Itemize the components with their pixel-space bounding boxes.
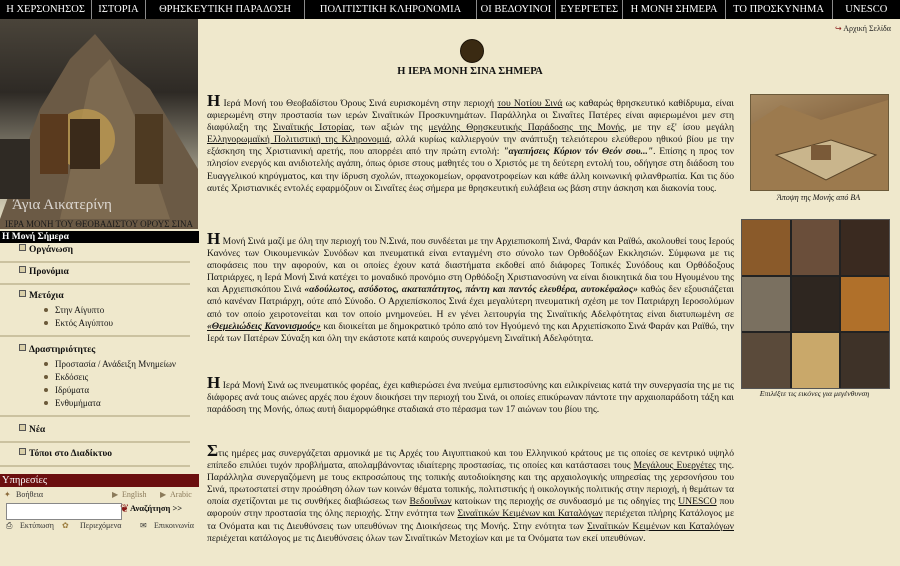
- search-icon[interactable]: ❦: [120, 503, 130, 515]
- photo-caption: Άποψη της Μονής από ΒΑ: [776, 193, 861, 202]
- submenu-item-label: Ιδρύματα: [55, 385, 90, 395]
- monastery-photo-art: [751, 95, 888, 190]
- menu-item-metochia[interactable]: [0, 290, 197, 302]
- menu-item-label: Δραστηριότητες: [29, 345, 96, 355]
- drop-cap: Η: [207, 229, 221, 248]
- bullet-icon: [44, 362, 48, 366]
- text: τις ημέρες μας συνεργάζεται αρμονικά με τις Αρχές του Αιγυπτιακού και του Ελληνικού κράτους με τις οποίες σε κεντρικό υψηλό επίπεδο επιλύει τυχόν προβλήματα, απολαμβάνοντας ιδιαίτερης προστασίας, τις οποίες και κατάστασει τους: [207, 448, 734, 472]
- submenu-item-label: Στην Αίγυπτο: [55, 305, 105, 315]
- link-south-sinai[interactable]: του Νοτίου Σινά: [497, 98, 563, 109]
- text: και διοικείται με δημοκρατικό τρόπο από τον Ηγούμενό της και Αρχιεπίσκοπο Σινά Φαράν και Ραϊθώ, την Ιερά των Πατέρων Σύναξη και όλη την εκάστοτε κατά καιρούς συνεργόμενη Σιναϊτική Αδελφότητα.: [207, 320, 735, 344]
- submenu-item-protection[interactable]: [0, 358, 197, 371]
- bullet-icon: [44, 321, 48, 325]
- banner-logo-text: Άγια Αικατερίνη: [12, 197, 112, 213]
- menu-item-label: Μετόχια: [29, 291, 64, 301]
- menu-item-label: Τόποι στο Διαδίκτυο: [29, 449, 113, 459]
- divider: [0, 415, 190, 417]
- menu-item-privileges[interactable]: [0, 266, 197, 278]
- bullet-icon: [19, 290, 26, 297]
- submenu-item-label: Εκτός Αιγύπτου: [55, 318, 113, 328]
- paragraph-3: [207, 373, 734, 416]
- help-link[interactable]: Βοήθεια: [16, 490, 44, 499]
- monastery-banner-image: [0, 19, 198, 229]
- menu-section: [0, 424, 197, 443]
- contact-icon[interactable]: ✉: [140, 521, 147, 530]
- bullet-icon: [19, 424, 26, 431]
- text: , αλλά κυρίως καλλιεργούν την ανάπτυξη τελειότερου ελεύθερου ηθικού βίου με την εξάσκηση της Χριστιανική αρετής, που απορρέει από την πρώτη εντολή:: [207, 134, 734, 158]
- text: περιέχεται κατάλογος με τις Διευθύνσεις όλων των Σιναϊτικών Μετοχίων και με τα Ονόματα των εκεί υπευθύνων.: [207, 532, 646, 544]
- drop-cap: Η: [207, 91, 221, 110]
- submenu-item-foundations[interactable]: [0, 384, 197, 397]
- divider: [0, 335, 190, 337]
- submenu-item-in-egypt[interactable]: [0, 304, 197, 317]
- bullet-icon: [44, 401, 48, 405]
- nav-item-peninsula[interactable]: Η ΧΕΡΣΟΝΗΣΟΣ: [0, 0, 92, 19]
- gallery-thumbnail[interactable]: [742, 277, 790, 332]
- drop-cap: Σ: [207, 441, 219, 460]
- emblem-icon: [460, 39, 484, 63]
- text: ως καθαρώς θρησκευτικό καθίδρυμα, είναι αφιερωμένη στην προστασία των ιερών Σιναϊτικών Προσκυνημάτων. Παράλληλα οι Σιναΐτες Πατέρες είναι αφιερωμένοι μεν στη διαφύλαξη της: [207, 98, 734, 134]
- gallery-thumbnail[interactable]: [841, 220, 889, 275]
- submenu-item-outside-egypt[interactable]: [0, 317, 197, 330]
- quote: «αδούλωτος, ασύδοτος, ακαταπάτητος, πάντη και παντός ελευθέρα, αυτοκέφαλος»: [304, 284, 638, 296]
- submenu-item-label: Προστασία / Ανάδειξη Μνημείων: [55, 359, 176, 369]
- gallery-thumbnail[interactable]: [742, 220, 790, 275]
- bullet-icon: [19, 266, 26, 273]
- menu-item-activities[interactable]: [0, 344, 197, 356]
- text: . Επίσης η προς τον πλησίον ενεργός και ανιδιοτελής αγάπη, όπως όρισε στους μαθητές του ο Χριστός με τη δεύτερη εντολή του, οδήγησε στη διάδοση του Ευαγγελικού κηρύγματος, και την ίδρυση σχολών, πτωχοκομείων, ορφανοτροφείων και κάθε άλλη κοινωνική φιλανθρωπία. Και τις δύο αυτές Χριστιανικές εντολές εφαρμόζουν οι Σιναΐτες έως σήμερα με θρησκευτική ευλάβεια ως βάση στην άσκηση και διακονία τους.: [207, 146, 735, 194]
- text: , με την εξ' ίσου μεγάλη: [623, 122, 734, 134]
- paragraph-1: [207, 91, 735, 195]
- bullet-icon: [19, 244, 26, 251]
- gallery-thumbnail[interactable]: [841, 333, 889, 388]
- gallery-thumbnail[interactable]: [792, 220, 840, 275]
- link-bedouins[interactable]: Βεδουΐνων: [409, 496, 452, 508]
- link-unesco[interactable]: UNESCO: [678, 496, 717, 508]
- english-link[interactable]: English: [122, 490, 147, 499]
- arabic-link[interactable]: Arabic: [170, 490, 192, 499]
- menu-section: [0, 266, 197, 285]
- link-sinai-history[interactable]: Σιναϊτικής Ιστορίας: [273, 122, 353, 134]
- gallery-caption: Επιλέξτε τις εικόνες για μεγένθυνση: [759, 389, 870, 398]
- search-input[interactable]: [6, 503, 122, 520]
- nav-item-cultural-heritage[interactable]: ΠΟΛΙΤΙΣΤΙΚΗ ΚΛΗΡΟΝΟΜΙΑ: [305, 0, 476, 19]
- menu-item-label: Προνόμια: [29, 267, 69, 277]
- home-link-label: Αρχική Σελίδα: [843, 24, 891, 33]
- gallery-thumbnail[interactable]: [742, 333, 790, 388]
- menu-header[interactable]: Η Μονή Σήμερα: [0, 231, 199, 243]
- link-sinai-texts[interactable]: Σιναϊτικών Κειμένων και Καταλόγων: [587, 520, 734, 532]
- gallery-thumbnail[interactable]: [841, 277, 889, 332]
- menu-section: [0, 244, 197, 263]
- divider: [0, 441, 190, 443]
- menu-section: [0, 448, 197, 467]
- home-arrow-icon: ↪: [835, 24, 842, 33]
- monastery-photo[interactable]: [750, 94, 889, 191]
- submenu-item-publications[interactable]: [0, 371, 197, 384]
- divider: [0, 465, 190, 467]
- text: που αφορούν στην προστασία της όλης περιοχής. Στην ενότητα των: [207, 496, 734, 520]
- bullet-icon: [44, 375, 48, 379]
- menu-section: [0, 290, 197, 337]
- contents-link[interactable]: Περιεχόμενα: [80, 521, 122, 530]
- arrow-icon: ▶: [160, 490, 167, 499]
- nav-item-bedouins[interactable]: ΟΙ ΒΕΔΟΥΙΝΟΙ: [477, 0, 556, 19]
- menu-item-label: Οργάνωση: [29, 245, 73, 255]
- gallery-thumbnail[interactable]: [792, 333, 840, 388]
- services-tools-row: [0, 519, 197, 533]
- paragraph-2: [207, 229, 735, 345]
- page-title: Η ΙΕΡΑ ΜΟΝΗ ΣΙΝΑ ΣΗΜΕΡΑ: [397, 66, 543, 77]
- help-icon: ✦: [4, 490, 11, 499]
- quote: "αγαπήσεις Κύριον τόν Θεόν σου...": [503, 146, 654, 158]
- image-gallery: [741, 219, 890, 389]
- link-benefactors[interactable]: Μεγάλους Ευεργέτες: [633, 460, 716, 472]
- link-sinai-texts[interactable]: Σιναϊτικών Κειμένων και Καταλόγων: [457, 508, 603, 520]
- top-navigation: [0, 0, 900, 19]
- services-language-row: [0, 488, 197, 502]
- gallery-thumbnail[interactable]: [792, 277, 840, 332]
- link-religious-tradition[interactable]: μεγάλης Θρησκευτικής Παράδοσης της Μονής: [428, 122, 624, 134]
- submenu-item-label: Εκδόσεις: [55, 372, 89, 382]
- text: καθώς δεν εξουσιάζεται από κανέναν Πατριάρχη, ούτε από Σύνοδο. Ο Αρχιεπίσκοπος Σινά έχει μεγαλύτερη πνευματική σχέση με τον Πατριάρχη Ιεροσολύμων από τον οποίο χειροτονείται και τον οποίο μνημονεύει. Η εν γένει λειτουργία της Σιναϊτικής Αδελφότητας είναι διατυπωμένη σε: [207, 284, 734, 320]
- text: Ιερά Μονή Σινά ως πνευματικός φορέας, έχει καθιερώσει ένα πνεύμα εμπιστοσύνης και ειλικρίνειας κατά την συνεργασία της με τις διάφορες ανά τους αιώνες αρχές που έχουν διοικήσει την περιοχή του Σινά, οι οποίες επικύρωναν πάντοτε την αρχαιοπαράδοτη τάξη και παράδοση της Μονής, όπως αυτή διαμορφώθηκε σταδιακά στο πέρασμα των 17 αιώνων του βίου της.: [207, 380, 734, 416]
- search-button[interactable]: Αναζήτηση >>: [130, 503, 183, 513]
- text: κατοίκων της περιοχής σε συνδυασμό με τις οδηγίες της: [451, 496, 679, 508]
- divider: [0, 283, 190, 285]
- link-cultural-heritage[interactable]: Ελληνορωμαϊκή Πολιτιστική της Κληρονομιά: [207, 134, 390, 146]
- nav-item-history[interactable]: ΙΣΤΟΡΙΑ: [92, 0, 146, 19]
- text: Μονή Σινά μαζί με όλη την περιοχή του Ν.Σινά, που συνδέεται με την Αρχιεπισκοπή Σινά, Φαράν και Ραϊθώ, ακολουθεί τους Ιερούς Κανόνες των Οικουμενικών Συνόδων και πνευματικά είναι ενταγμένη στο σύνολο των Ορθοδόξων Εκκλησιών. Σύμφωνα με τις αποφάσεις που την αφορούν, και οι οποίες έχουν κατά διαστήματα εκδοθεί από διάφορες Τοπικές Συνόδους και Ορθόδοξους Πατριάρχες, η Ιερά Μονή Σινά κατέχει το μοναδικό προνόμιο στη Ορθόδοξη Χριστιανοσύνη να είναι διοικητικά δια του Ηγουμένου της και Αρχιεπισκόπου Σινά: [207, 236, 734, 296]
- bullet-icon: [19, 448, 26, 455]
- print-icon[interactable]: ⎙: [6, 521, 13, 530]
- submenu-item-souvenirs[interactable]: [0, 397, 197, 410]
- bullet-icon: [19, 344, 26, 351]
- divider: [0, 261, 190, 263]
- menu-item-label: Νέα: [29, 425, 46, 435]
- drop-cap: Η: [207, 373, 221, 392]
- paragraph-4: [207, 441, 734, 545]
- menu-item-organization[interactable]: [0, 244, 197, 256]
- contact-link[interactable]: Επικοινωνία: [154, 521, 194, 530]
- menu-item-web-places[interactable]: [0, 448, 197, 460]
- nav-item-monastery-today[interactable]: Η ΜΟΝΗ ΣΗΜΕΡΑ: [623, 0, 725, 19]
- bullet-icon: [44, 388, 48, 392]
- contents-icon[interactable]: ✿: [62, 521, 69, 530]
- text: , των αξιών της: [352, 122, 429, 134]
- nav-item-religious-tradition[interactable]: ΘΡΗΣΚΕΥΤΙΚΗ ΠΑΡΑΔΟΣΗ: [146, 0, 306, 19]
- text: περιέχεται πλήρης Κατάλογος με τα Ονόματα και τις Διευθύνσεις των υπευθύνων της Διοικήσεως της Μονής. Στην ενότητα των: [207, 508, 734, 532]
- nav-item-pilgrimage[interactable]: ΤΟ ΠΡΟΣΚΥΝΗΜΑ: [726, 0, 833, 19]
- menu-item-news[interactable]: [0, 424, 197, 436]
- services-header: Υπηρεσίες: [0, 474, 199, 487]
- home-link[interactable]: [835, 24, 891, 33]
- arrow-icon: ▶: [112, 490, 119, 499]
- bullet-icon: [44, 308, 48, 312]
- banner-subtitle: ΙΕΡΑ ΜΟΝΗ ΤΟΥ ΘΕΟΒΑΔΙΣΤΟΥ ΟΡΟΥΣ ΣΙΝΑ: [5, 219, 193, 229]
- print-link[interactable]: Εκτύπωση: [20, 521, 54, 530]
- nav-item-unesco[interactable]: UNESCO: [845, 4, 888, 15]
- menu-section: [0, 344, 197, 417]
- submenu-item-label: Ενθυμήματα: [55, 398, 101, 408]
- text: Ιερά Μονή του Θεοβαδίστου Όρους Σινά ευρισκομένη στην περιοχή: [220, 98, 498, 109]
- link-fundamental-regulations[interactable]: «Θεμελιώδεις Κανονισμούς»: [207, 320, 321, 332]
- nav-item-benefactors[interactable]: ΕΥΕΡΓΕΤΕΣ: [556, 0, 623, 19]
- text: της. Παράλληλα συνεργαζόμενη με τους εκπροσώπους της τοπικής αυτοδιοίκησης και της αρχαιολογικής υπηρεσίας της χερσονήσου του Σινά, πρωτοστατεί στην προώθηση όλων των κοινών θέματα τοπικής, πολιτιστικής ή οικολογικής πολιτικής στην περιοχή, ή θεμάτων τα οποία σχετίζονται με τις συνθήκες διαβιώσεως των: [207, 460, 734, 508]
